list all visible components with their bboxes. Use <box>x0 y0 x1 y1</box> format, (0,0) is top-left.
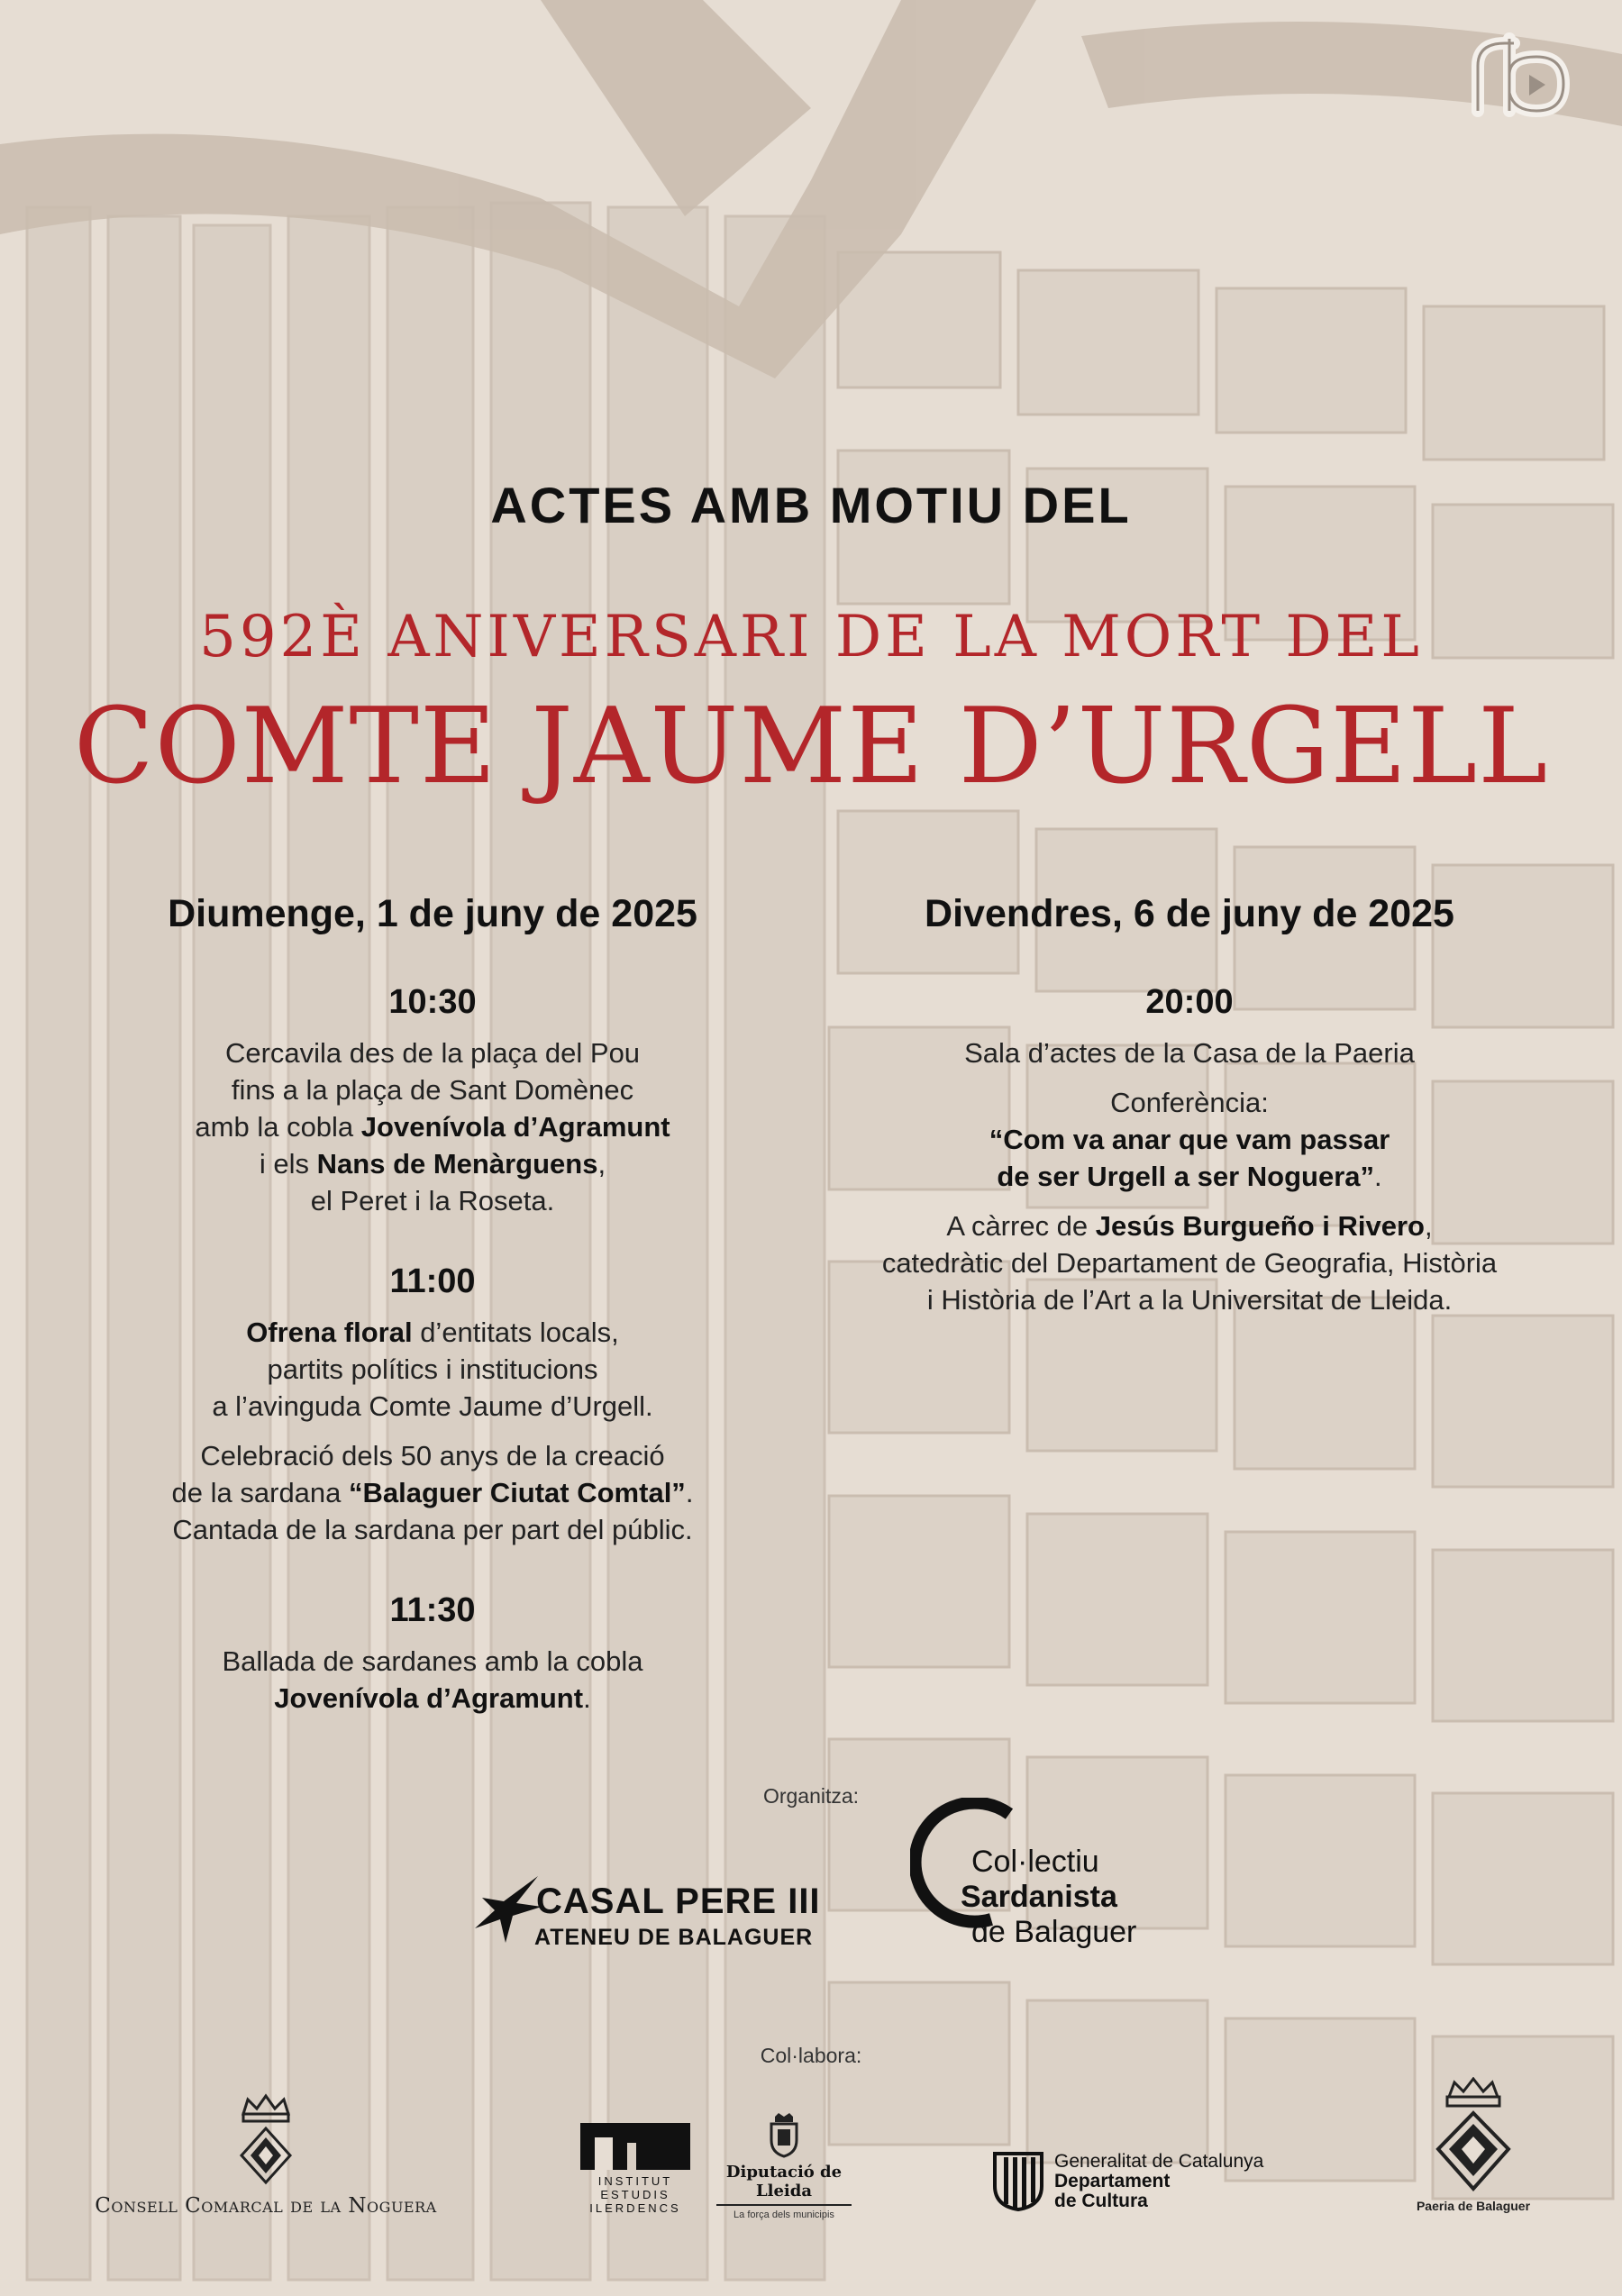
event-time: 11:00 <box>389 1262 476 1300</box>
iei-mark-icon <box>577 2118 694 2170</box>
event-description: Sala d’actes de la Casa de la Paeria Conferència: “Com va anar que vam passar de ser Urgell a ser Noguera”. A càrrec de Jesús Burgueño i Rivero, catedràtic del Departament de Geografia, Història i Història de l’Art a la Universitat de Lleida. <box>829 1034 1550 1318</box>
talk-title: “Com va anar que vam passar <box>989 1124 1390 1155</box>
colectiu-sardanista-logo: Col·lectiu Sardanista de Balaguer <box>910 1798 1180 1951</box>
pre-title: ACTES AMB MOTIU DEL <box>490 477 1132 533</box>
event-description: Ballada de sardanes amb la cobla Jovenívola d’Agramunt. <box>222 1645 643 1714</box>
rb-corner-logo <box>1460 25 1586 124</box>
collaborators-label: Col·labora: <box>760 2044 862 2067</box>
sunday-date: Diumenge, 1 de juny de 2025 <box>168 892 697 935</box>
consell-comarcal-logo: Consell Comarcal de la Noguera <box>81 2091 451 2218</box>
crowned-shield-icon <box>234 2091 297 2190</box>
casal-pere-iii-logo: CASAL PERE III ATENEU DE BALAGUER <box>473 1872 852 1954</box>
organizers-label: Organitza: <box>762 1784 860 1808</box>
iei-logo: INSTITUT ESTUDIS ILERDENCS <box>572 2118 698 2215</box>
paeria-balaguer-logo: Paeria de Balaguer <box>1392 2077 1554 2213</box>
title-comte: COMTE JAUME D’URGELL <box>73 686 1549 807</box>
friday-date: Divendres, 6 de juny de 2025 <box>925 892 1454 935</box>
friday-program <box>829 892 1550 1318</box>
event-description: Ofrena floral d’entitats locals, partits polítics i institucions a l’avinguda Comte Jaume d’Urgell. Celebració dels 50 anys de la creació de la sardana “Balaguer Ciutat Comtal”. Cantada de la sardana per part del públic. <box>171 1317 694 1545</box>
event-time: 20:00 <box>1145 983 1234 1021</box>
venue: Sala d’actes de la Casa de la Paeria <box>964 1037 1415 1069</box>
title-anniversary: 592È ANIVERSARI DE LA MORT DEL <box>199 604 1423 670</box>
event-time: 10:30 <box>388 983 477 1021</box>
senyera-icon <box>991 2150 1045 2211</box>
event-time: 11:30 <box>389 1591 476 1629</box>
shield-icon <box>766 2113 802 2158</box>
speaker-name: Jesús Burgueño i Rivero <box>1095 1210 1425 1242</box>
diputacio-lleida-logo: Diputació de Lleida La força dels municipis <box>698 2113 870 2220</box>
event-description: Cercavila des de la plaça del Pou fins a la plaça de Sant Domènec amb la cobla Jovenívola d’Agramunt i els Nans de Menàrguens, el Peret i la Roseta. <box>195 1037 670 1216</box>
crowned-shield-icon <box>1433 2077 1514 2194</box>
sunday-program <box>81 892 784 1717</box>
